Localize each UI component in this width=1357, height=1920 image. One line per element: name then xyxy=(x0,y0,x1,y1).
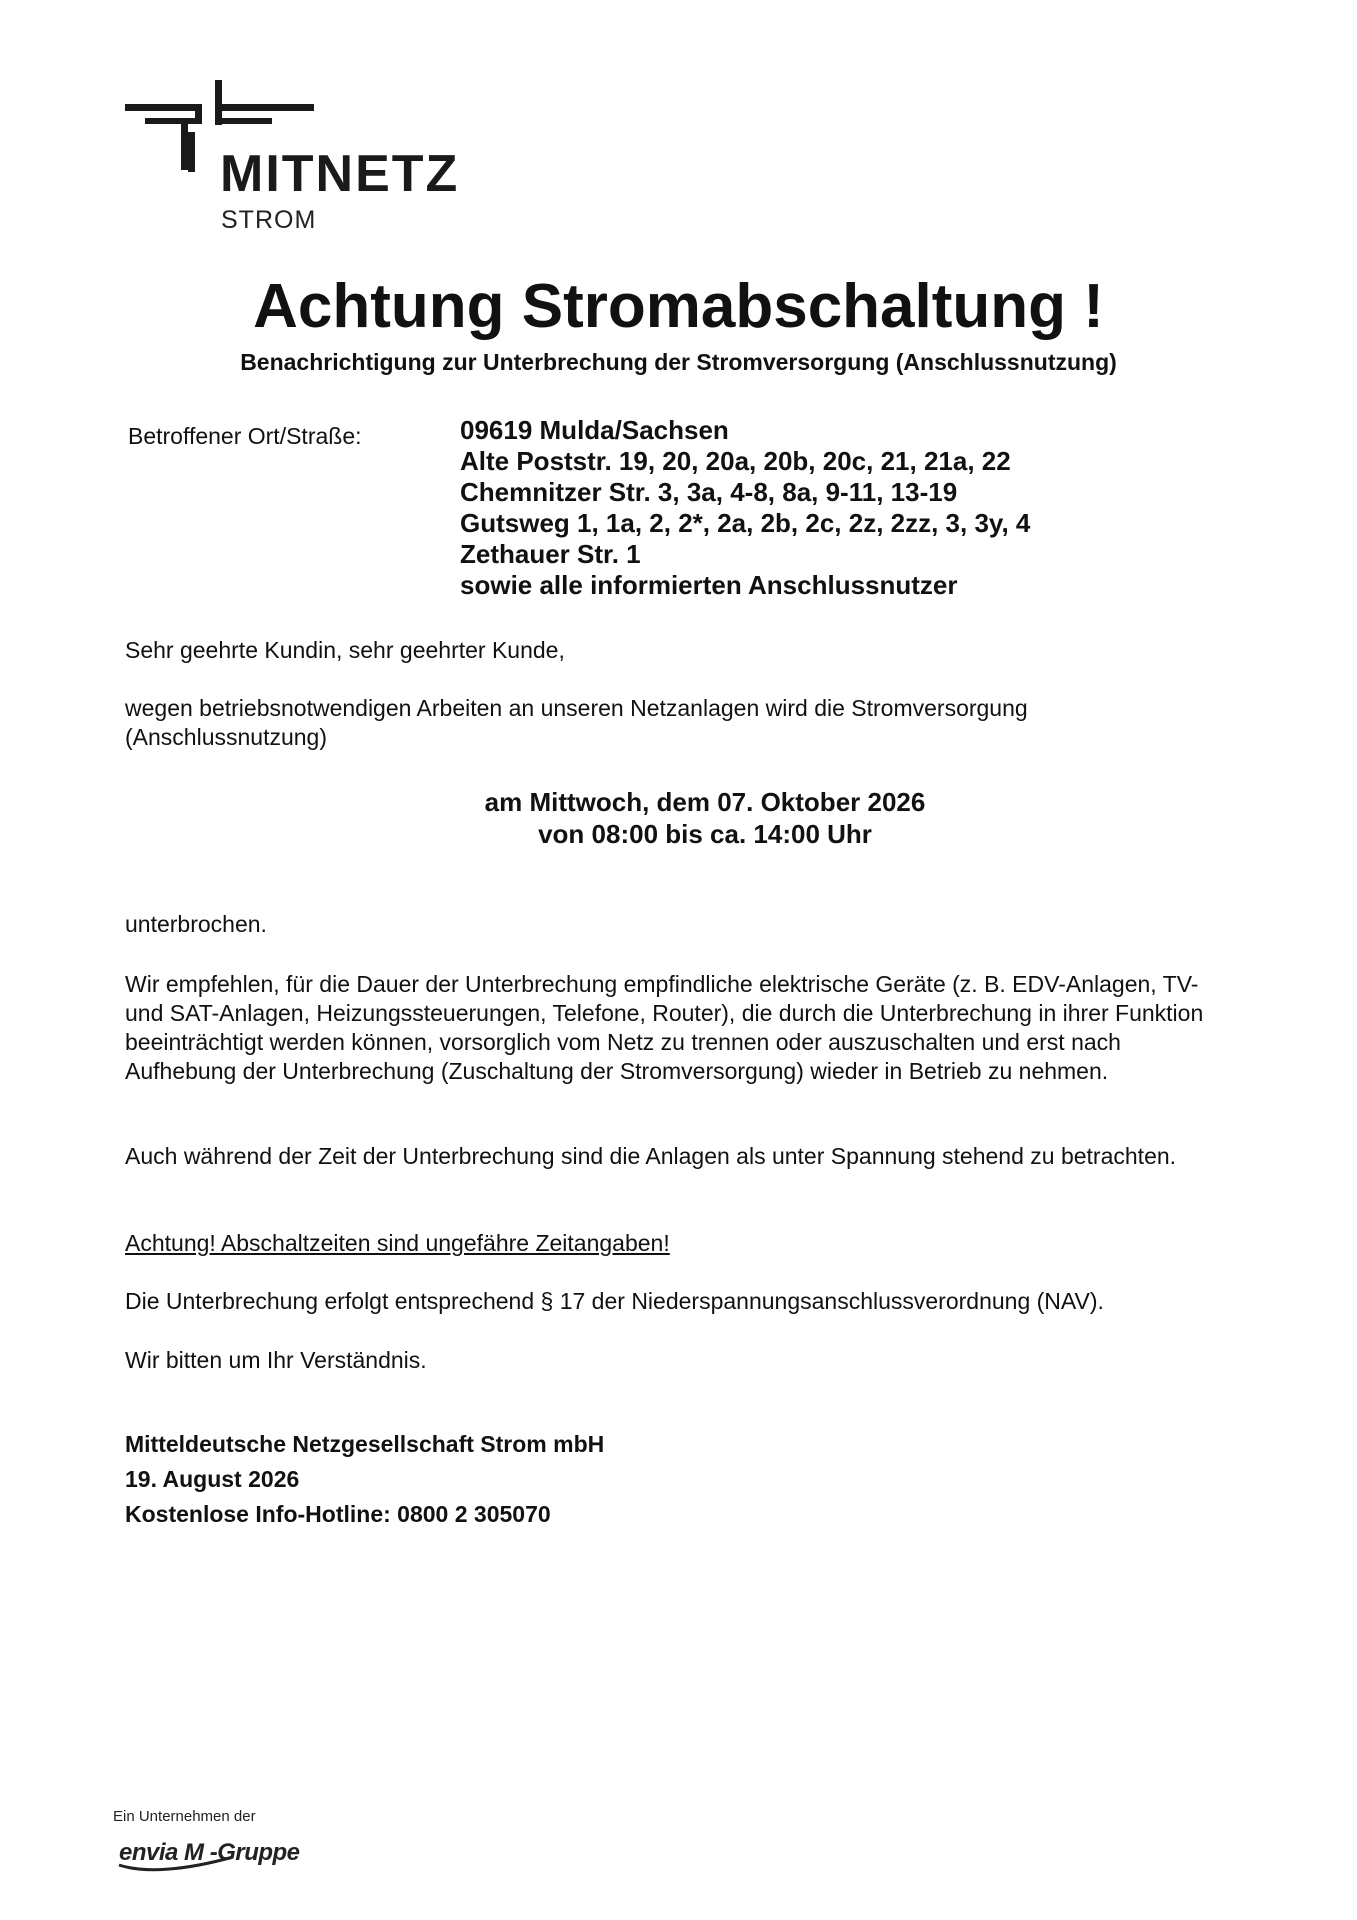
signature-hotline: Kostenlose Info-Hotline: 0800 2 305070 xyxy=(125,1501,551,1527)
location-line: Alte Poststr. 19, 20, 20a, 20b, 20c, 21, 21a, 22 xyxy=(460,446,1011,476)
signature-company: Mitteldeutsche Netzgesellschaft Strom mbH xyxy=(125,1431,605,1457)
outage-time: von 08:00 bis ca. 14:00 Uhr xyxy=(538,819,872,849)
location-line: 09619 Mulda/Sachsen xyxy=(460,415,729,445)
location-line: sowie alle informierten Anschlussnutzer xyxy=(460,570,958,600)
page-subtitle: Benachrichtigung zur Unterbrechung der Stromversorgung (Anschlussnutzung) xyxy=(240,349,1117,375)
warning-text: Achtung! Abschaltzeiten sind ungefähre Zeitangaben! xyxy=(125,1230,670,1256)
legal-text: Die Unterbrechung erfolgt entsprechend § 17 der Niederspannungsanschlussverordnung (NAV). xyxy=(125,1288,1104,1314)
signature-date: 19. August 2026 xyxy=(125,1466,300,1492)
page-title: Achtung Stromabschaltung ! xyxy=(253,272,1104,341)
location-label: Betroffener Ort/Straße: xyxy=(128,423,362,449)
location-line: Gutsweg 1, 1a, 2, 2*, 2a, 2b, 2c, 2z, 2zz, 3, 3y, 4 xyxy=(460,508,1031,538)
envia-group-logo xyxy=(113,1835,300,1875)
logo-wordmark: MITNETZ xyxy=(220,145,460,203)
salutation: Sehr geehrte Kundin, sehr geehrter Kunde, xyxy=(125,637,565,663)
recommendation-paragraph: Wir empfehlen, für die Dauer der Unterbrechung empfindliche elektrische Geräte (z. B. EDV-Anlagen, TV- und SAT-Anlagen, Heizungssteuerungen, Telefone, Router), die durch die Unterbrechung in ihrer Funktion beeinträchtigt werden können, vorsorglich vom Netz zu trennen oder auszuschalten und erst nach Aufhebung der Unterbrechung (Zuschaltung der Stromversorgung) wieder in Betrieb zu nehmen. xyxy=(125,971,1204,1084)
location-line: Chemnitzer Str. 3, 3a, 4-8, 8a, 9-11, 13-19 xyxy=(460,477,958,507)
outage-date: am Mittwoch, dem 07. Oktober 2026 xyxy=(484,787,926,817)
voltage-note: Auch während der Zeit der Unterbrechung sind die Anlagen als unter Spannung stehend zu betrachten. xyxy=(125,1143,1177,1169)
thanks-text: Wir bitten um Ihr Verständnis. xyxy=(125,1347,427,1373)
mitnetz-logo xyxy=(125,80,485,240)
intro-paragraph: wegen betriebsnotwendigen Arbeiten an unseren Netzanlagen wird die Stromversorgung (Anschlussnutzung) xyxy=(125,695,1028,750)
group-label: Ein Unternehmen der xyxy=(113,1808,256,1825)
location-list xyxy=(460,415,1030,601)
logo-subtitle: STROM xyxy=(221,206,317,234)
interrupted-text: unterbrochen. xyxy=(125,911,267,937)
envia-logo-text: envia M -Gruppe xyxy=(119,1839,300,1866)
location-line: Zethauer Str. 1 xyxy=(460,539,641,569)
